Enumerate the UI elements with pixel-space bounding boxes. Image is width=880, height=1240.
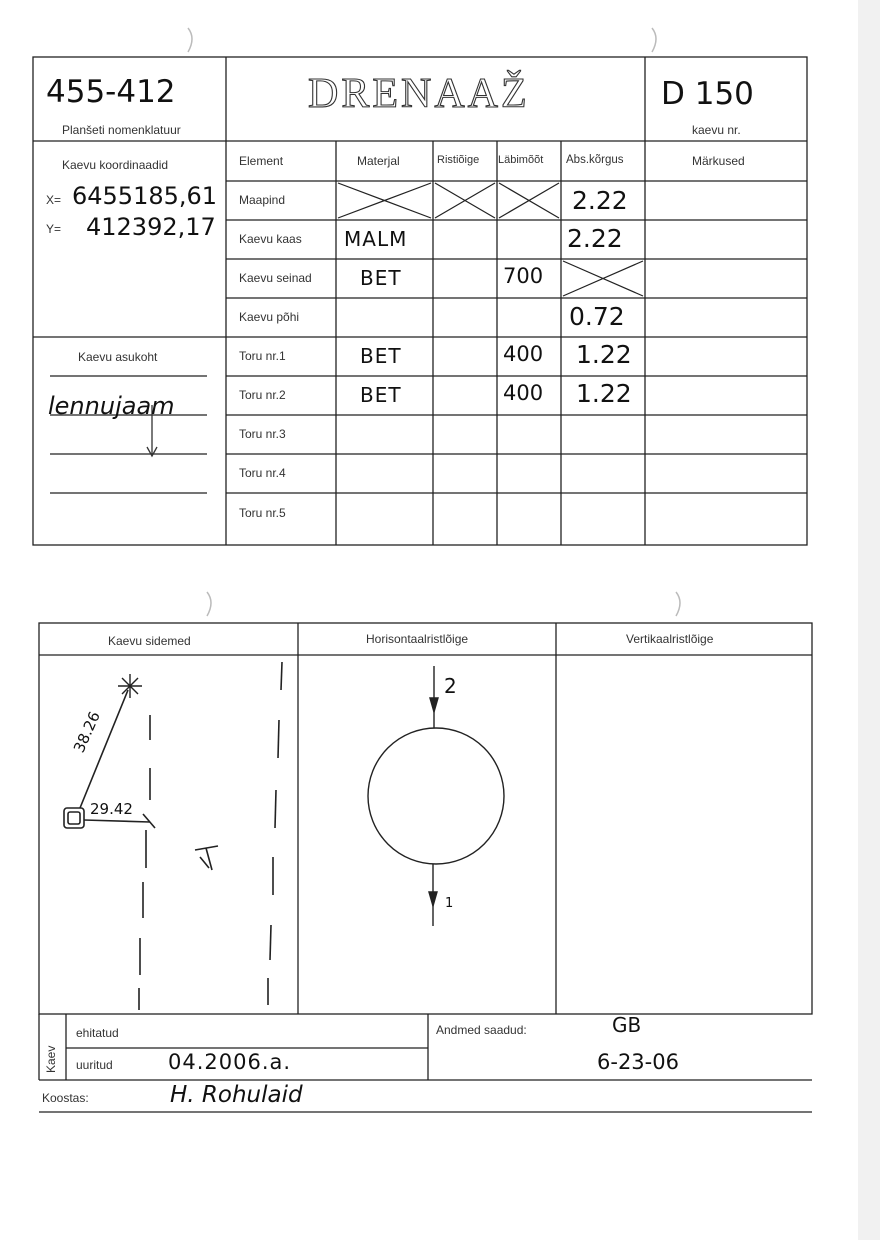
row-material: BET xyxy=(360,266,402,290)
coord-y-prefix: Y= xyxy=(46,222,62,236)
row-abs-height: 1.22 xyxy=(576,379,632,408)
coord-x-prefix: X= xyxy=(46,193,62,207)
col-header-cross-section: Ristiõige xyxy=(437,154,480,166)
row-diameter: 700 xyxy=(503,264,544,288)
row-element: Toru nr.3 xyxy=(239,427,286,441)
pipe-bottom-label: 1 xyxy=(445,896,454,911)
coord-x-value: 6455185,61 xyxy=(72,182,218,210)
page-title: DRENAAŽ xyxy=(308,71,530,117)
sheet-code-label: Planšeti nomenklatuur xyxy=(62,123,181,137)
horizontal-section-drawing xyxy=(368,666,504,926)
tie-distance-1: 38.26 xyxy=(70,708,104,756)
row-element: Kaevu põhi xyxy=(239,310,300,324)
data-received-date: 6-23-06 xyxy=(597,1050,679,1074)
coord-y-value: 412392,17 xyxy=(86,213,216,241)
row-material: MALM xyxy=(344,227,408,251)
row-diameter: 400 xyxy=(503,381,544,405)
surveyed-label: uuritud xyxy=(76,1058,113,1072)
location-label: Kaevu asukoht xyxy=(78,350,158,364)
tie-distance-2: 29.42 xyxy=(90,800,133,818)
row-material: BET xyxy=(360,383,402,407)
row-element: Kaevu kaas xyxy=(239,232,302,246)
surveyed-value: 04.2006.a. xyxy=(168,1050,292,1074)
data-received-initials: GB xyxy=(612,1013,642,1037)
col-header-element: Element xyxy=(239,154,284,168)
col-header-remarks: Märkused xyxy=(692,154,745,168)
well-number: D 150 xyxy=(661,76,754,112)
compiled-by-value: H. Rohulaid xyxy=(170,1082,303,1108)
col-header-abs-height: Abs.kõrgus xyxy=(566,154,624,166)
well-number-label: kaevu nr. xyxy=(692,123,741,137)
footer-lines xyxy=(39,1014,812,1112)
col-header-material: Materjal xyxy=(357,154,400,168)
scan-edge xyxy=(858,0,880,1240)
vertical-section-label: Vertikaalristlõige xyxy=(626,632,714,646)
row-element: Toru nr.1 xyxy=(239,349,286,363)
row-element: Toru nr.4 xyxy=(239,466,286,480)
coords-label: Kaevu koordinaadid xyxy=(62,158,169,172)
row-element: Maapind xyxy=(239,193,286,207)
row-diameter: 400 xyxy=(503,342,544,366)
built-label: ehitatud xyxy=(76,1026,119,1040)
col-header-diameter: Läbimõõt xyxy=(498,154,544,166)
row-element: Toru nr.2 xyxy=(239,388,286,402)
data-received-label: Andmed saadud: xyxy=(436,1023,527,1037)
row-abs-height: 1.22 xyxy=(576,340,632,369)
row-material: BET xyxy=(360,344,402,368)
row-element: Toru nr.5 xyxy=(239,506,286,520)
pipe-top-label: 2 xyxy=(444,674,457,698)
lower-form-border xyxy=(39,623,812,1014)
row-abs-height: 2.22 xyxy=(567,224,623,253)
compiled-by-label: Koostas: xyxy=(42,1091,89,1105)
location-value: lennujaam xyxy=(48,392,175,420)
sheet-code: 455-412 xyxy=(46,74,176,110)
horizontal-section-label: Horisontaalristlõige xyxy=(366,632,469,646)
row-abs-height: 0.72 xyxy=(569,302,625,331)
footer-side-label: Kaev xyxy=(44,1045,58,1073)
ties-label: Kaevu sidemed xyxy=(108,634,191,648)
row-element: Kaevu seinad xyxy=(239,271,312,285)
row-abs-height: 2.22 xyxy=(572,186,628,215)
